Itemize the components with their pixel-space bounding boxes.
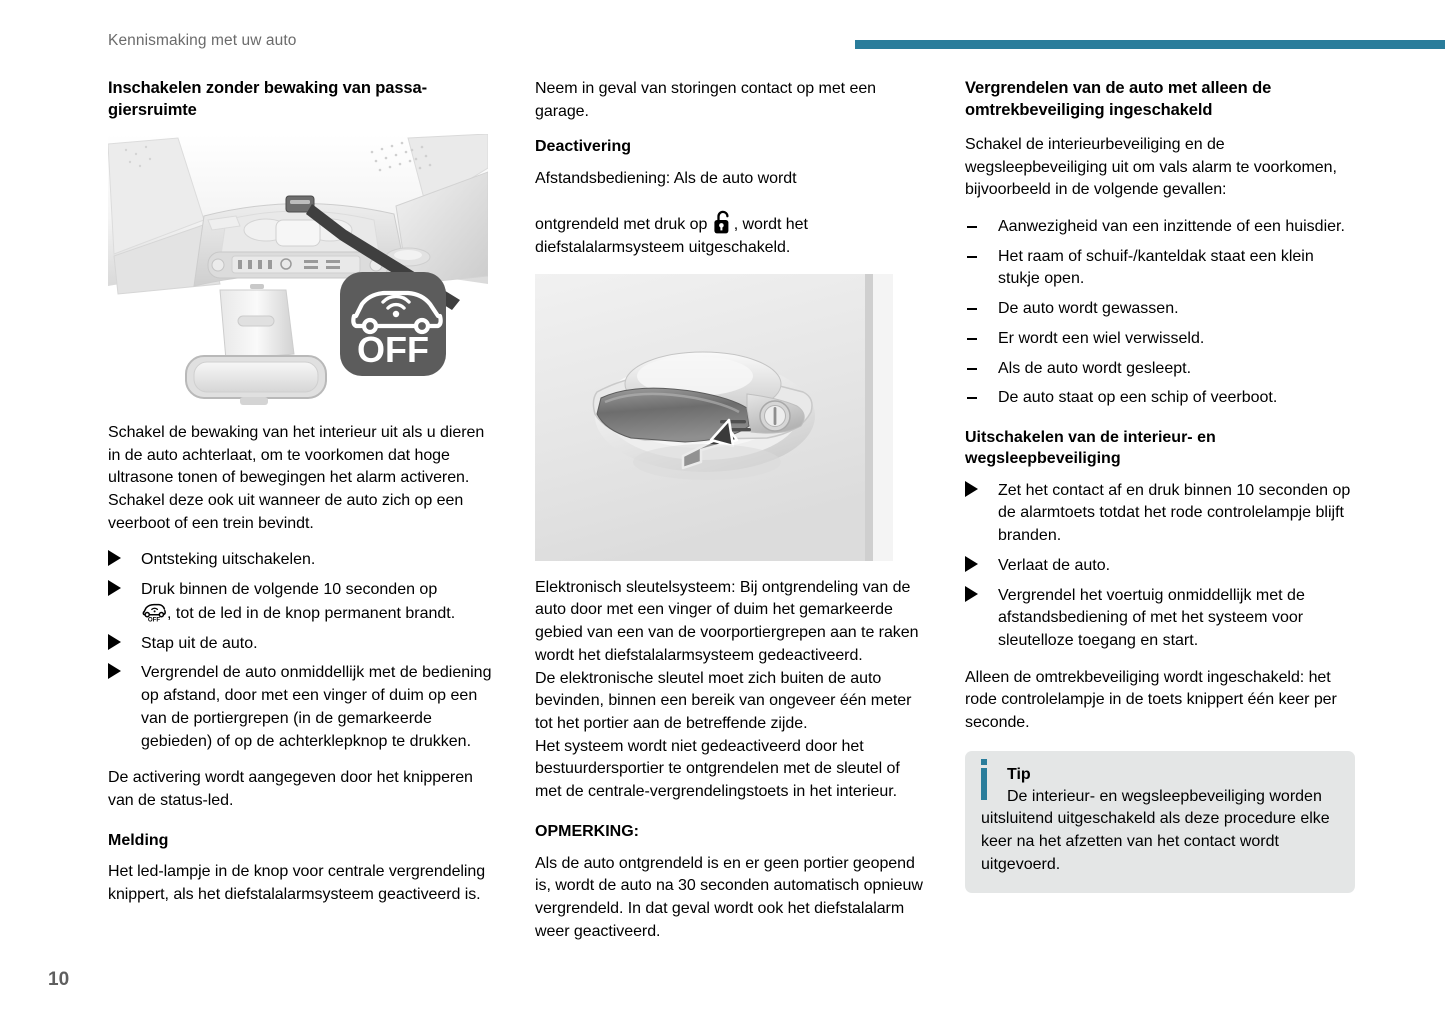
right-step-2 bbox=[965, 555, 1355, 578]
arrow-bullet-icon bbox=[965, 556, 978, 572]
overhead-console-illustration bbox=[108, 134, 488, 406]
right-case-4-text: Er wordt een wiel verwisseld. bbox=[998, 329, 1205, 347]
right-subheading: Uitschakelen van de interieur- en wegsleepbeveiliging bbox=[965, 429, 1216, 467]
left-step-1 bbox=[108, 549, 493, 572]
right-case-1-text: Aanwezigheid van een inzittende of een huisdier. bbox=[998, 218, 1345, 236]
badge-off-label: OFF bbox=[357, 328, 429, 370]
right-step-1-text: Zet het contact af en druk binnen 10 seconden op de alarmtoets totdat het rode controlelampje blijft branden. bbox=[998, 481, 1351, 545]
arrow-bullet-icon bbox=[108, 550, 121, 566]
middle-paragraph-5: Het systeem wordt niet gedeactiveerd door het bestuurdersportier te ontgrendelen met de sleutel of met de centrale-vergrendelingstoets in het interieur. bbox=[535, 737, 900, 801]
right-step-1 bbox=[965, 480, 1355, 548]
dash-bullet-icon bbox=[967, 308, 977, 310]
left-step-4-text: Vergrendel de auto onmiddellijk met de bediening op afstand, door met een vinger of duim op een van de portiergrepen (in de gemarkeerde gebieden) of op de achterklepknop te drukken. bbox=[141, 664, 492, 750]
figure-overhead-console bbox=[108, 134, 488, 406]
middle-paragraph-2b bbox=[535, 209, 925, 260]
left-step-1-text: Ontsteking uitschakelen. bbox=[141, 551, 316, 569]
arrow-bullet-icon bbox=[108, 663, 121, 679]
door-handle-illustration bbox=[535, 274, 893, 561]
middle-paragraph-2b-head: ontgrendeld met druk op bbox=[535, 215, 708, 233]
page-header bbox=[0, 32, 1445, 58]
unlock-padlock-icon bbox=[712, 209, 734, 237]
middle-paragraph-6: Als de auto ontgrendeld is en er geen portier geopend is, wordt de auto na 30 seconden automatisch opnieuw vergrendeld. In dat geval wordt ook het diefstalalarm weer geactiveerd. bbox=[535, 854, 923, 940]
left-step-3-text: Stap uit de auto. bbox=[141, 634, 258, 652]
column-middle bbox=[535, 78, 925, 958]
left-section-heading: Inschakelen zonder bewaking van passa-giersruimte bbox=[108, 79, 427, 119]
header-accent-rule bbox=[855, 40, 1445, 49]
right-case-3 bbox=[965, 298, 1355, 321]
left-step-list bbox=[108, 549, 493, 753]
left-step-4 bbox=[108, 662, 493, 753]
right-step-3-text: Vergrendel het voertuig onmiddellijk met de afstandsbediening of met het systeem voor sleutelloze toegang en start. bbox=[998, 586, 1305, 649]
right-case-3-text: De auto wordt gewassen. bbox=[998, 300, 1179, 318]
dash-bullet-icon bbox=[967, 226, 977, 228]
left-step-2-tail: , tot de led in de knop permanent brandt. bbox=[167, 604, 456, 622]
right-case-5-text: Als de auto wordt gesleept. bbox=[998, 359, 1192, 377]
tip-box bbox=[965, 751, 1355, 893]
arrow-bullet-icon bbox=[965, 586, 978, 602]
right-case-2-text: Het raam of schuif-/kanteldak staat een klein stukje open. bbox=[998, 247, 1314, 288]
right-case-2 bbox=[965, 246, 1355, 291]
left-step-3 bbox=[108, 633, 493, 656]
middle-subheading-deactivering: Deactivering bbox=[535, 138, 632, 156]
right-section-heading: Vergrendelen van de auto met alleen de omtrekbeveiliging ingeschakeld bbox=[965, 79, 1272, 119]
left-paragraph-1: Schakel de bewaking van het interieur uit als u dieren in de auto achterlaat, om te voorkomen dat hoge ultrasone tonen of bewegingen het alarm activeren. Schakel deze ook uit wanneer de auto zich op een veerboot of een trein bevindt. bbox=[108, 423, 485, 532]
page-number: 10 bbox=[48, 969, 70, 990]
info-icon bbox=[981, 768, 987, 800]
right-step-list bbox=[965, 480, 1355, 653]
right-case-6-text: De auto staat op een schip of veerboot. bbox=[998, 389, 1278, 407]
right-case-6 bbox=[965, 387, 1355, 410]
middle-paragraph-3: Elektronisch sleutelsysteem: Bij ontgrendeling van de auto door met een vinger of duim het gemarkeerde gebied van een van de voorportiergrepen aan te raken wordt het diefstalalarmsysteem gedeactiveerd. bbox=[535, 578, 919, 664]
middle-paragraph-2b-tail: , wordt het diefstalalarmsysteem uitgeschakeld. bbox=[535, 215, 808, 256]
arrow-bullet-icon bbox=[108, 580, 121, 596]
right-case-1 bbox=[965, 216, 1355, 239]
svg-text:OFF: OFF bbox=[147, 616, 161, 622]
middle-subheading-opmerking: OPMERKING: bbox=[535, 822, 639, 840]
right-case-4 bbox=[965, 328, 1355, 351]
left-step-2-text: Druk binnen de volgende 10 seconden op bbox=[141, 581, 438, 599]
right-case-5 bbox=[965, 358, 1355, 381]
right-paragraph-2: Alleen de omtrekbeveiliging wordt ingeschakeld: het rode controlelampje in de toets knippert één keer per seconde. bbox=[965, 668, 1337, 732]
middle-paragraph-1: Neem in geval van storingen contact op met een garage. bbox=[535, 80, 877, 120]
left-paragraph-2: De activering wordt aangegeven door het knipperen van de status-led. bbox=[108, 769, 473, 809]
dash-bullet-icon bbox=[967, 397, 977, 399]
right-step-3 bbox=[965, 585, 1355, 653]
left-paragraph-3: Het led-lampje in de knop voor centrale vergrendeling knippert, als het diefstalalarmsysteem geactiveerd is. bbox=[108, 863, 486, 904]
middle-paragraph-2: Afstandsbediening: Als de auto wordt bbox=[535, 170, 797, 188]
figure-door-handle bbox=[535, 274, 893, 561]
dash-bullet-icon bbox=[967, 368, 977, 370]
arrow-bullet-icon bbox=[965, 481, 978, 497]
tip-body: De interieur- en wegsleepbeveiliging worden uitsluitend uitgeschakeld als deze procedure elke keer na het afzetten van het contact wordt uitgevoerd. bbox=[981, 787, 1330, 873]
left-step-2 bbox=[108, 579, 493, 625]
tip-title: Tip bbox=[1007, 765, 1031, 783]
page-header-title: Kennismaking met uw auto bbox=[108, 32, 297, 49]
column-left bbox=[108, 78, 493, 921]
car-monitoring-off-icon bbox=[141, 602, 167, 622]
right-step-2-text: Verlaat de auto. bbox=[998, 556, 1111, 574]
right-case-list bbox=[965, 216, 1355, 410]
dash-bullet-icon bbox=[967, 256, 977, 258]
arrow-bullet-icon bbox=[108, 634, 121, 650]
right-paragraph-1: Schakel de interieurbeveiliging en de wegsleepbeveiliging uit om vals alarm te voorkomen, bijvoorbeeld in de volgende gevallen: bbox=[965, 135, 1337, 199]
left-subheading-melding: Melding bbox=[108, 831, 169, 849]
column-right bbox=[965, 78, 1355, 893]
dash-bullet-icon bbox=[967, 338, 977, 340]
badge-interior-monitoring-off bbox=[340, 272, 446, 376]
middle-paragraph-4: De elektronische sleutel moet zich buiten de auto bevinden, binnen een bereik van ongeveer één meter tot het portier aan de betreffende zijde. bbox=[535, 669, 912, 732]
